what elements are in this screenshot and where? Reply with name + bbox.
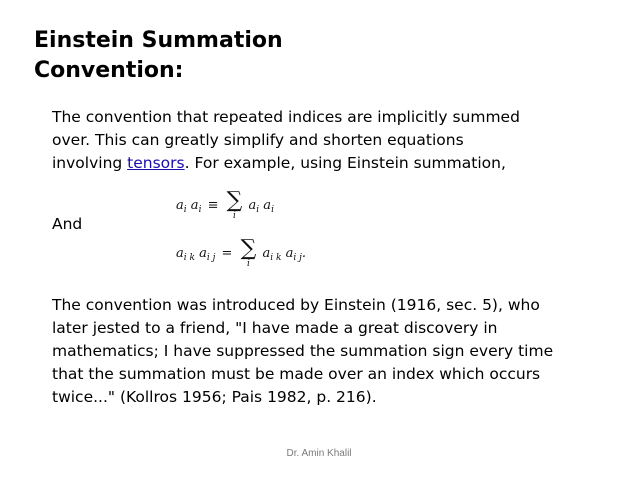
- f1-a4: a: [263, 198, 272, 213]
- intro-line-3: [52, 152, 572, 175]
- f1-sub2: i: [198, 205, 202, 215]
- f2-equals-sign: =: [221, 246, 233, 261]
- f1-a3: a: [248, 198, 257, 213]
- f2-sub1: i k: [183, 253, 195, 263]
- f2-a1: a: [176, 246, 184, 261]
- slide-title: [34, 26, 394, 86]
- f2-sum-index: i: [247, 259, 250, 269]
- slide-footer: Dr. Amin Khalil: [286, 448, 352, 459]
- f1-sigma: ∑: [226, 188, 243, 213]
- intro-paragraph: [52, 106, 572, 175]
- and-label: And: [52, 215, 83, 233]
- f1-equiv-sign: ≡: [207, 198, 219, 213]
- f2-sub4: i j: [293, 253, 302, 263]
- f2-sub2: i j: [206, 253, 216, 263]
- summation-formula-2: [176, 238, 306, 269]
- f2-sigma: ∑: [240, 236, 257, 261]
- f1-sub4: i: [271, 205, 274, 215]
- intro-line-3-start: involving: [52, 154, 128, 172]
- f1-a1: a: [176, 198, 184, 213]
- history-paragraph: [52, 294, 592, 409]
- f1-sub1: i: [183, 205, 187, 215]
- history-line-2: later jested to a friend, "I have made a great discovery in: [52, 319, 498, 337]
- intro-line-2: over. This can greatly simplify and shorten equations: [52, 131, 464, 149]
- tensors-link[interactable]: tensors: [127, 154, 185, 172]
- f2-sum-operator: [241, 238, 257, 269]
- history-line-3: mathematics; I have suppressed the summation sign every time: [52, 342, 554, 360]
- f2-a4: a: [285, 246, 294, 261]
- title-line-1: Einstein Summation: [34, 28, 283, 53]
- f2-a3: a: [262, 246, 271, 261]
- f1-a2: a: [190, 198, 199, 213]
- history-line-5: twice..." (Kollros 1956; Pais 1982, p. 216).: [52, 388, 377, 406]
- history-line-4: that the summation must be made over an index which occurs: [52, 365, 541, 383]
- intro-line-3-end: . For example, using Einstein summation,: [184, 154, 506, 172]
- title-line-2: Convention:: [34, 58, 184, 83]
- f2-period: .: [301, 246, 306, 261]
- f2-a2: a: [199, 246, 207, 261]
- f1-sum-index: i: [233, 211, 236, 221]
- f2-sub3: i k: [270, 253, 282, 263]
- f1-sub3: i: [256, 205, 260, 215]
- history-line-1: The convention was introduced by Einstein (1916, sec. 5), who: [52, 296, 540, 314]
- f1-sum-operator: [227, 190, 243, 221]
- summation-formula-1: [176, 190, 274, 221]
- intro-line-1: The convention that repeated indices are implicitly summed: [52, 108, 520, 126]
